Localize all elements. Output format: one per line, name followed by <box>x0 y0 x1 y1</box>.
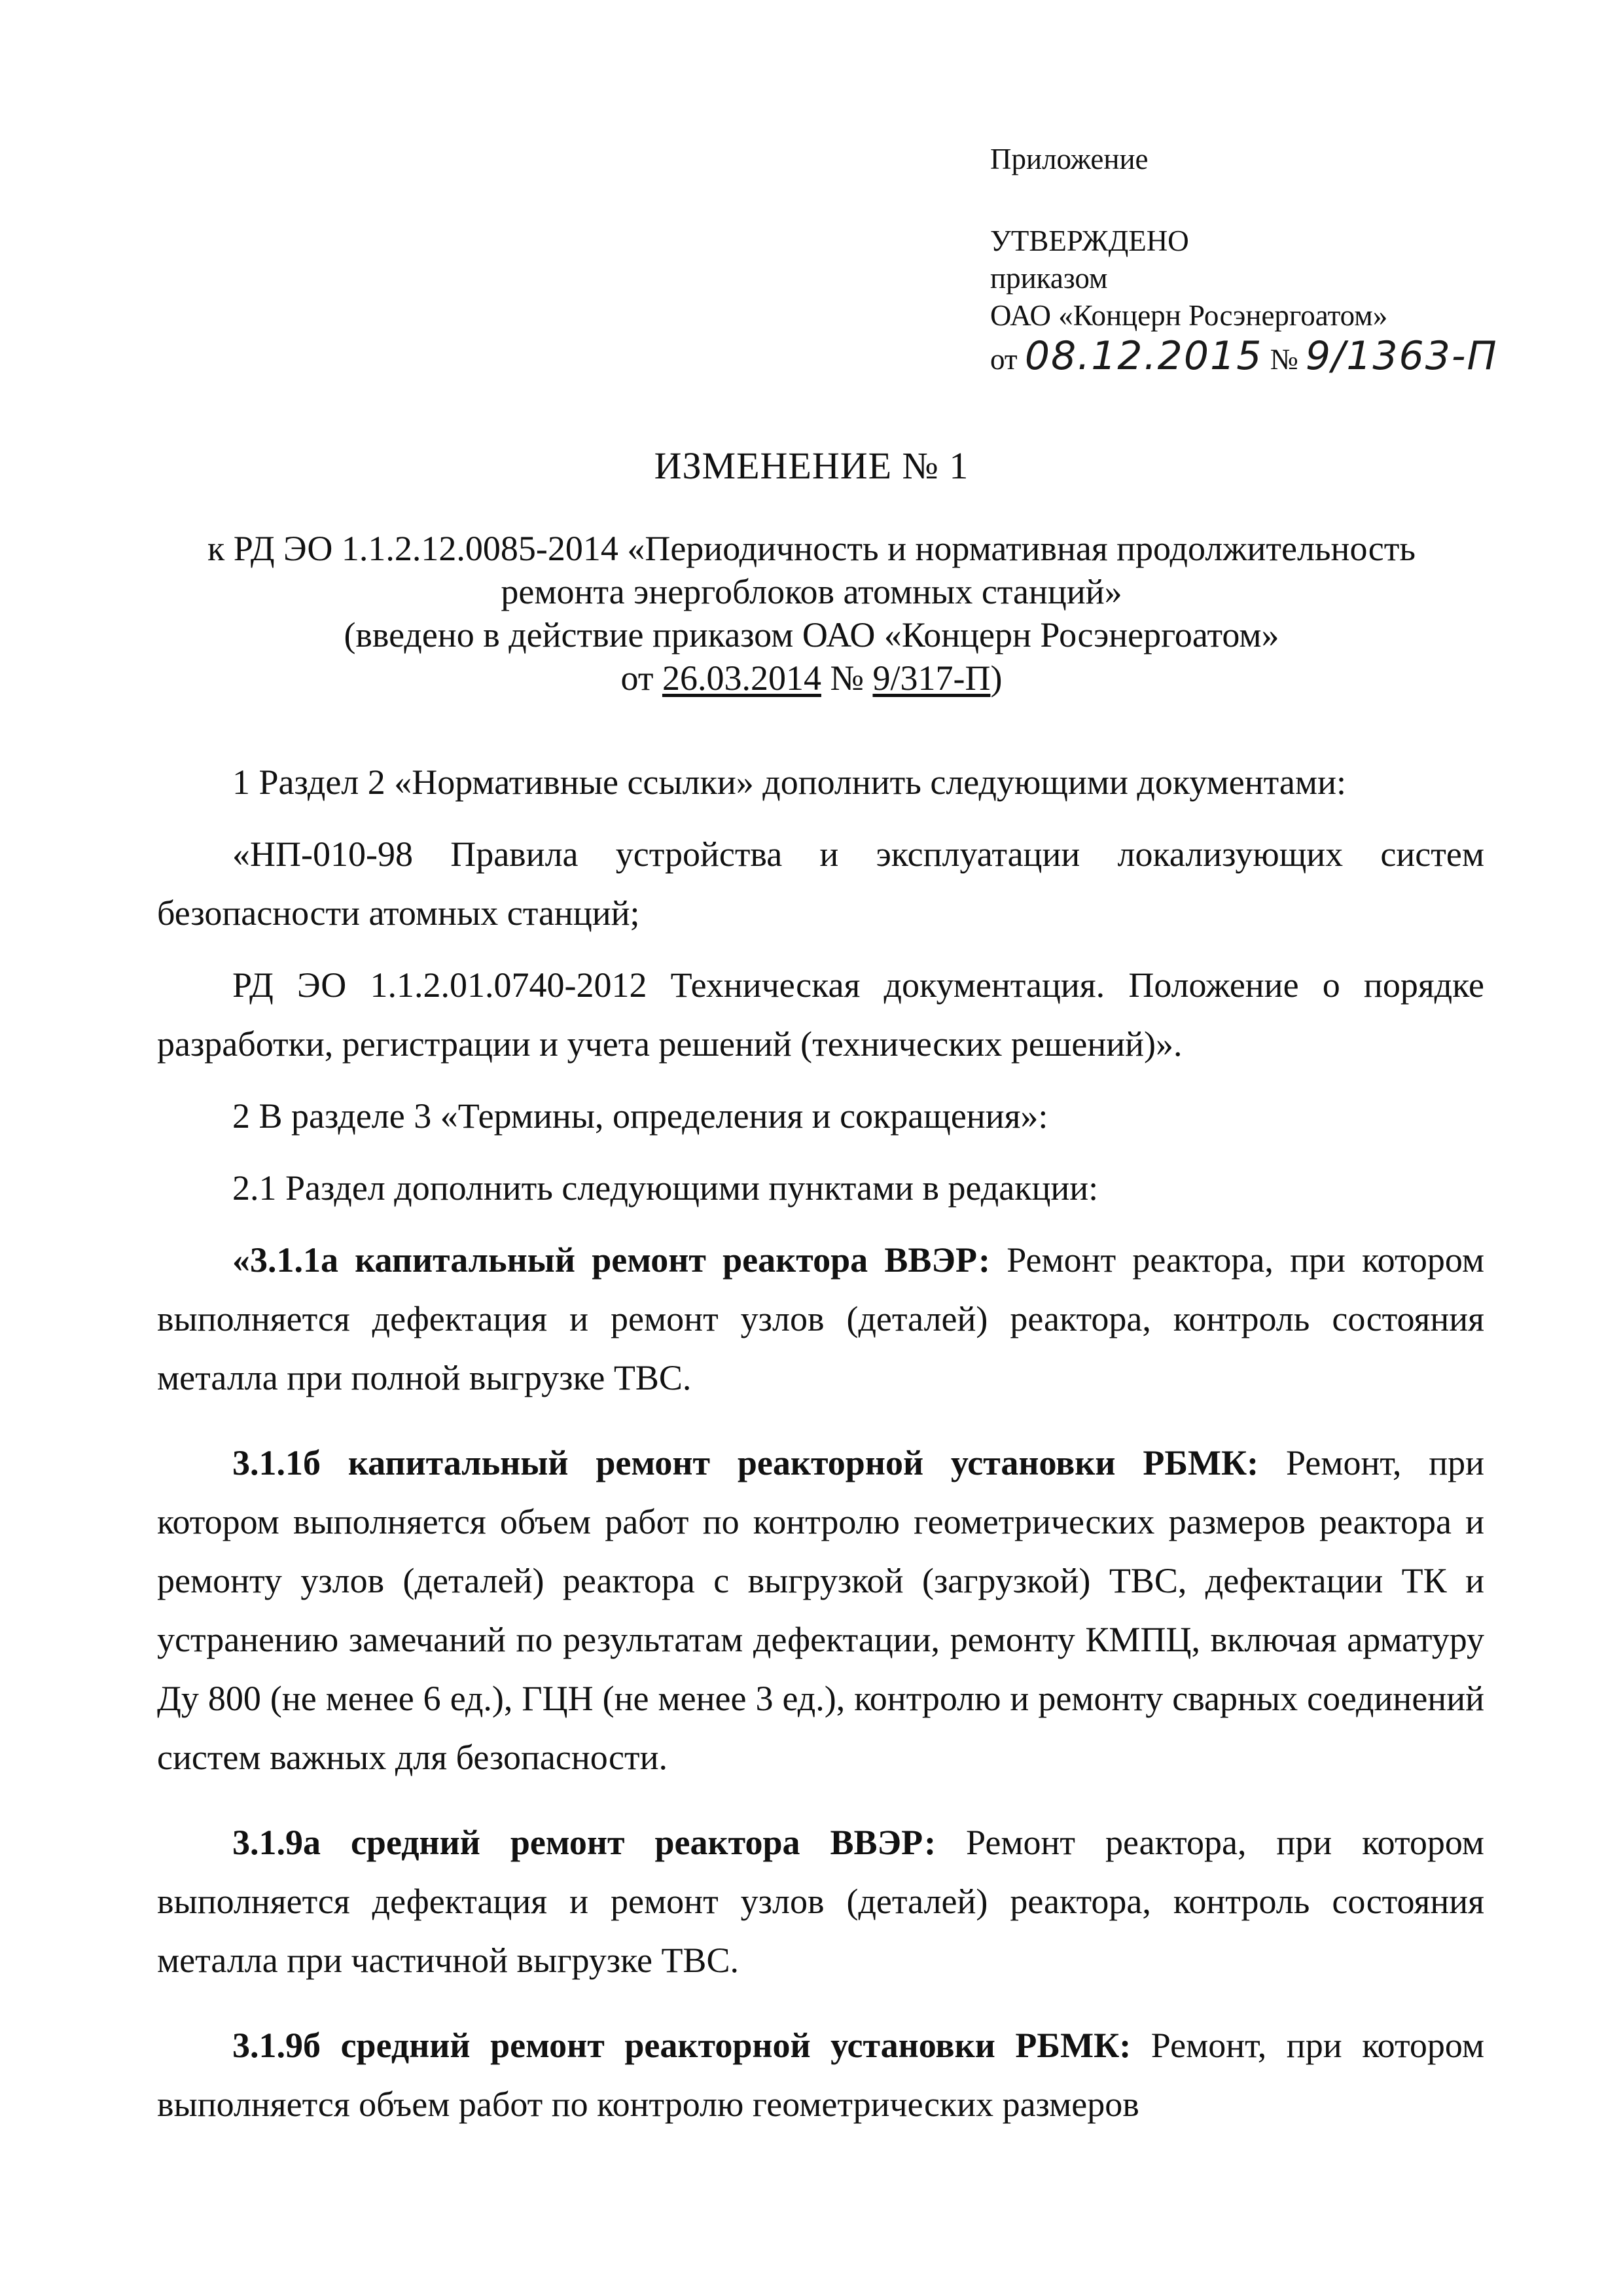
subtitle-date: 26.03.2014 <box>662 658 821 698</box>
approval-block <box>990 141 1579 381</box>
document-subtitle <box>118 527 1505 700</box>
handwritten-number: 9/1363-П <box>1305 333 1498 379</box>
subtitle-line-2: ремонта энергоблоков атомных станций» <box>501 572 1122 611</box>
term-paragraph-4 <box>157 2016 1484 2134</box>
subtitle-number-sign: № <box>830 658 864 698</box>
number-sign: № <box>1270 343 1298 376</box>
by-order-label: приказом <box>990 262 1108 295</box>
term-paragraph-1 <box>157 1230 1484 1407</box>
paragraph-5: 2.1 Раздел дополнить следующими пунктами в редакции: <box>232 1168 1099 1208</box>
term-2-text: Ремонт, при котором выполняется объем работ по контролю геометрических размеров реактора и ремонту узлов (деталей) реактора с выгрузкой (загрузкой) ТВС, дефектации ТК и устранению замечаний по результатам дефектации, ремонту КМПЦ, включая арматуру Ду 800 (не менее 6 ед.), ГЦН (не менее 3 ед.), контролю и ремонту сварных соединений систем важных для безопасности. <box>157 1443 1484 1777</box>
handwritten-date: 08.12.2015 <box>1024 333 1263 379</box>
appendix-label: Приложение <box>990 143 1149 175</box>
paragraph-3: РД ЭО 1.1.2.01.0740-2012 Техническая документация. Положение о порядке разработки, регистрации и учета решений (технических решений)». <box>157 965 1484 1064</box>
subtitle-close-paren: ) <box>990 658 1003 698</box>
subtitle-line-1: к РД ЭО 1.1.2.12.0085-2014 «Периодичность и нормативная продолжительность <box>207 529 1416 568</box>
term-paragraph-2 <box>157 1433 1484 1787</box>
term-1-title: «3.1.1а капитальный ремонт реактора ВВЭР: <box>232 1240 990 1280</box>
subtitle-number: 9/317-П <box>872 658 991 698</box>
paragraph-2: «НП-010-98 Правила устройства и эксплуатации локализующих систем безопасности атомных станций; <box>157 834 1484 933</box>
order-date-number <box>990 334 1579 381</box>
organization-name: ОАО «Концерн Росэнергоатом» <box>990 299 1388 332</box>
term-2-title: 3.1.1б капитальный ремонт реакторной установки РБМК: <box>232 1443 1259 1482</box>
paragraph-1: 1 Раздел 2 «Нормативные ссылки» дополнить следующими документами: <box>232 762 1346 802</box>
term-4-text: Ремонт, при котором выполняется объем работ по контролю геометрических размеров <box>157 2026 1484 2124</box>
subtitle-date-prefix: от <box>620 658 654 698</box>
date-prefix: от <box>990 343 1018 376</box>
paragraph-4: 2 В разделе 3 «Термины, определения и сокращения»: <box>232 1096 1048 1136</box>
subtitle-line-3: (введено в действие приказом ОАО «Концерн Росэнергоатом» <box>344 615 1279 655</box>
document-body <box>157 753 1484 2147</box>
term-4-title: 3.1.9б средний ремонт реакторной установки РБМК: <box>232 2026 1132 2065</box>
term-3-text: Ремонт реактора, при котором выполняется дефектация и ремонт узлов (деталей) реактора, контроль состояния металла при частичной выгрузке ТВС. <box>157 1823 1484 1980</box>
subtitle-line-4 <box>118 656 1505 700</box>
term-paragraph-3 <box>157 1813 1484 1990</box>
term-1-text: Ремонт реактора, при котором выполняется дефектация и ремонт узлов (деталей) реактора, контроль состояния металла при полной выгрузке ТВС. <box>157 1240 1484 1397</box>
term-3-title: 3.1.9а средний ремонт реактора ВВЭР: <box>232 1823 936 1862</box>
document-title: ИЗМЕНЕНИЕ № 1 <box>654 444 969 487</box>
approved-label: УТВЕРЖДЕНО <box>990 224 1189 257</box>
